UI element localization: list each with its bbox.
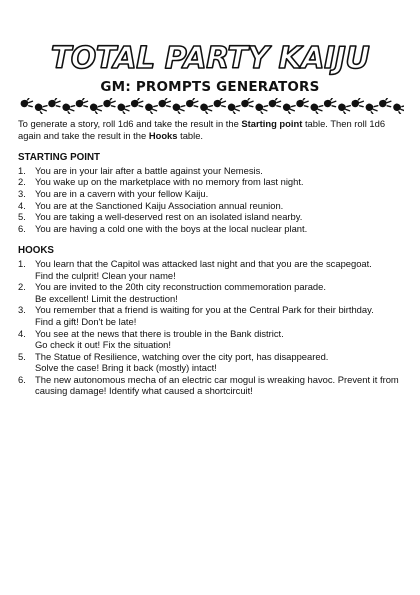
- item-text: You wake up on the marketplace with no memory from last night.: [35, 176, 304, 188]
- item-text: [35, 281, 404, 304]
- intro-text-3: table.: [177, 129, 204, 141]
- footprint-icon: [378, 98, 393, 110]
- footprint-icon: [267, 98, 282, 110]
- list-item: [18, 211, 404, 223]
- hooks-title: HOOKS: [18, 245, 54, 257]
- hook-text: You learn that the Capitol was attacked last night and that you are the scapegoat.: [35, 257, 372, 269]
- item-text: [35, 328, 404, 351]
- footprint-icon: [364, 102, 379, 114]
- item-text: [35, 304, 404, 327]
- footprint-icon: [281, 102, 296, 114]
- footprint-icon: [350, 98, 365, 110]
- intro-paragraph: [18, 118, 404, 141]
- footprint-icon: [19, 98, 34, 110]
- item-number: 3.: [18, 187, 26, 199]
- item-number: 2.: [18, 176, 26, 188]
- footprint-icon: [74, 98, 89, 110]
- footprint-icon: [254, 102, 269, 114]
- footprint-icon: [102, 98, 117, 110]
- footprint-icon: [33, 102, 48, 114]
- item-text: You are at the Sanctioned Kaiju Association annual reunion.: [35, 199, 284, 211]
- item-text: You are in your lair after a battle against your Nemesis.: [35, 164, 263, 176]
- item-text: [35, 351, 404, 374]
- hook-text: You are invited to the 20th city reconstruction commemoration parade.: [35, 281, 326, 293]
- item-text: [35, 258, 404, 281]
- intro-text-1: To generate a story, roll 1d6 and take the result in the: [18, 118, 242, 129]
- list-item: [18, 188, 404, 200]
- list-item: [18, 176, 404, 188]
- item-text: You are taking a well-deserved rest on an isolated island nearby.: [35, 211, 303, 223]
- list-item: [18, 200, 404, 212]
- page-subtitle: GM: PROMPTS GENERATORS: [100, 79, 320, 95]
- footprints-divider-icon: [18, 98, 404, 114]
- footprint-icon: [240, 98, 255, 110]
- hook-call-to-action: Find the culprit! Clean your name!: [35, 269, 176, 281]
- hook-call-to-action: Be excellent! Limit the destruction!: [35, 292, 178, 304]
- hooks-list: [18, 258, 404, 397]
- list-item: [18, 258, 404, 281]
- list-item: [18, 351, 404, 374]
- hook-text: You remember that a friend is waiting for you at the Central Park for their birthday.: [35, 304, 374, 316]
- footprint-icon: [323, 98, 338, 110]
- footprint-icon: [309, 102, 324, 114]
- item-number: 2.: [18, 281, 26, 293]
- starting-point-list: [18, 165, 404, 235]
- intro-bold-starting-point: Starting point: [241, 118, 303, 129]
- footprint-icon: [392, 102, 404, 114]
- footprint-icon: [61, 102, 76, 114]
- item-number: 4.: [18, 199, 26, 211]
- starting-point-title: STARTING POINT: [18, 152, 101, 164]
- hook-call-to-action: Find a gift! Don't be late!: [35, 315, 137, 327]
- logo-text: TOTAL PARTY KAIJU: [50, 41, 370, 76]
- hook-text: You see at the news that there is trouble in the Bank district.: [35, 327, 284, 339]
- item-number: 1.: [18, 164, 26, 176]
- hook-text: The new autonomous mecha of an electric car mogul is wreaking havoc. Prevent it from causing damage! Identify what caused a shortcircuit!: [35, 373, 399, 397]
- footprint-icon: [295, 98, 310, 110]
- item-text: You are in a cavern with your fellow Kaiju.: [35, 187, 209, 199]
- footprint-icon: [47, 98, 62, 110]
- footprint-icon: [143, 102, 158, 114]
- item-text: [35, 374, 404, 397]
- footprint-icon: [116, 102, 131, 114]
- footprint-icon: [199, 102, 214, 114]
- content: [18, 118, 404, 408]
- intro-text-2: table. Then roll 1d6 again and take the result in the: [18, 118, 386, 141]
- item-number: 1.: [18, 257, 26, 269]
- item-number: 6.: [18, 373, 26, 385]
- footprint-icon: [88, 102, 103, 114]
- footprint-icon: [185, 98, 200, 110]
- hook-call-to-action: Solve the case! Bring it back (mostly) intact!: [35, 362, 217, 374]
- footprint-icon: [130, 98, 145, 110]
- footprint-icon: [171, 102, 186, 114]
- item-text: You are having a cold one with the boys at the local nuclear plant.: [35, 222, 308, 234]
- item-number: 3.: [18, 304, 26, 316]
- list-item: [18, 374, 404, 397]
- item-number: 6.: [18, 222, 26, 234]
- footprint-icon: [336, 102, 351, 114]
- list-item: [18, 223, 404, 235]
- list-item: [18, 304, 404, 327]
- footprint-icon: [212, 98, 227, 110]
- item-number: 4.: [18, 327, 26, 339]
- item-number: 5.: [18, 350, 26, 362]
- list-item: [18, 165, 404, 177]
- item-number: 5.: [18, 211, 26, 223]
- list-item: [18, 328, 404, 351]
- intro-bold-hooks: Hooks: [148, 129, 178, 141]
- footprint-icon: [226, 102, 241, 114]
- hook-call-to-action: Go check it out! Fix the situation!: [35, 339, 172, 351]
- footprint-icon: [157, 98, 172, 110]
- list-item: [18, 281, 404, 304]
- hook-text: The Statue of Resilience, watching over the city port, has disappeared.: [35, 350, 329, 362]
